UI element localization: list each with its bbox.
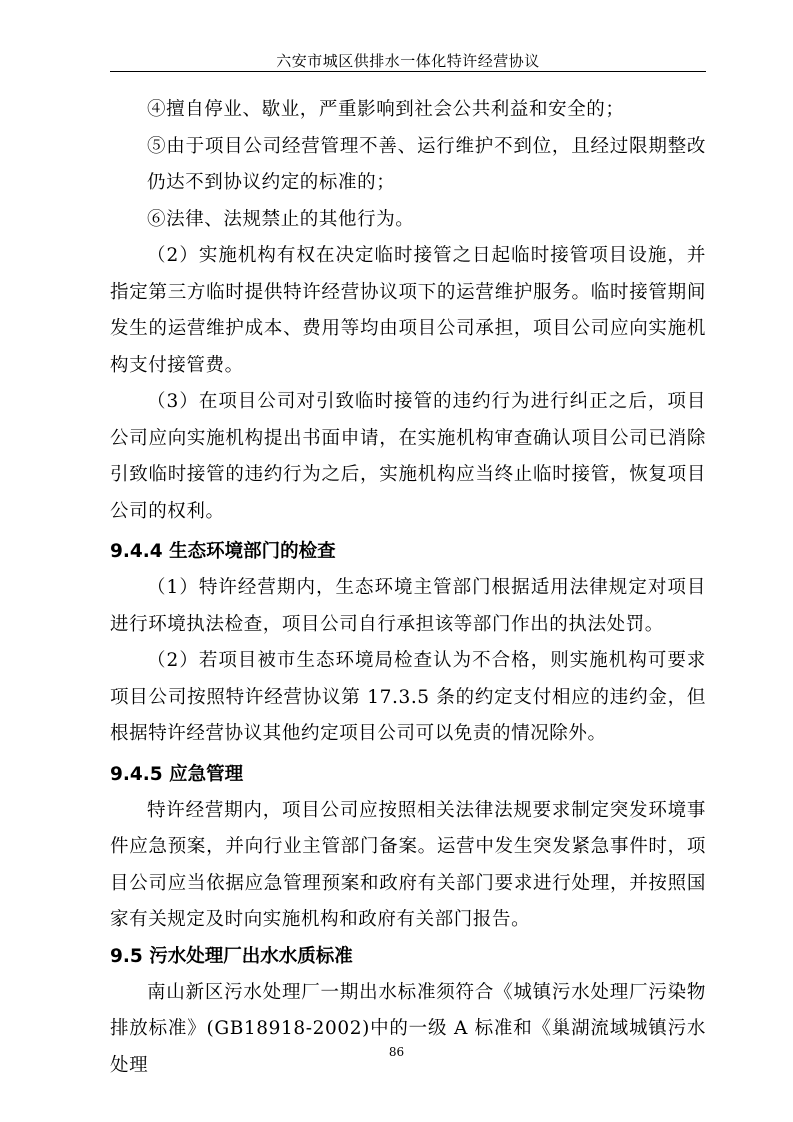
section-heading-9-4-4: 9.4.4 生态环境部门的检查 xyxy=(110,541,336,562)
document-body xyxy=(110,92,706,1084)
list-item: ⑥法律、法规禁止的其他行为。 xyxy=(147,208,415,230)
list-item: ④擅自停业、歇业，严重影响到社会公共利益和安全的； xyxy=(147,99,625,120)
paragraph: （2）若项目被市生态环境局检查认为不合格，则实施机构可要求项目公司按照特许经营协议第 17.3.5 条的约定支付相应的违约金，但根据特许经营协议其他约定项目公司可以免责的情况除外。 xyxy=(110,650,706,744)
list-item: ⑤由于项目公司经营管理不善、运行维护不到位，且经过限期整改仍达不到协议约定的标准的； xyxy=(147,135,706,193)
paragraph: （1）特许经营期内，生态环境主管部门根据适用法律规定对项目进行环境执法检查，项目公司自行承担该等部门作出的执法处罚。 xyxy=(110,577,706,635)
running-header: 六安市城区供排水一体化特许经营协议 xyxy=(276,52,540,70)
header-divider xyxy=(110,71,706,72)
paragraph: （3）在项目公司对引致临时接管的违约行为进行纠正之后，项目公司应向实施机构提出书面申请，在实施机构审查确认项目公司已消除引致临时接管的违约行为之后，实施机构应当终止临时接管，恢复项目公司的权利。 xyxy=(110,391,706,522)
page-number: 86 xyxy=(388,1045,405,1059)
paragraph: 南山新区污水处理厂一期出水标准须符合《城镇污水处理厂污染物排放标准》(GB18918-2002)中的一级 A 标准和《巢湖流域城镇污水处理 xyxy=(110,981,706,1076)
section-heading-9-5: 9.5 污水处理厂出水水质标准 xyxy=(110,945,353,967)
paragraph: （2）实施机构有权在决定临时接管之日起临时接管项目设施，并指定第三方临时提供特许经营协议项下的运营维护服务。临时接管期间发生的运营维护成本、费用等均由项目公司承担，项目公司应向实施机构支付接管费。 xyxy=(110,245,706,376)
paragraph: 特许经营期内，项目公司应按照相关法律法规要求制定突发环境事件应急预案，并向行业主管部门备案。运营中发生突发紧急事件时，项目公司应当依据应急管理预案和政府有关部门要求进行处理，并按照国家有关规定及时向实施机构和政府有关部门报告。 xyxy=(110,799,706,930)
section-heading-9-4-5: 9.4.5 应急管理 xyxy=(110,763,244,785)
